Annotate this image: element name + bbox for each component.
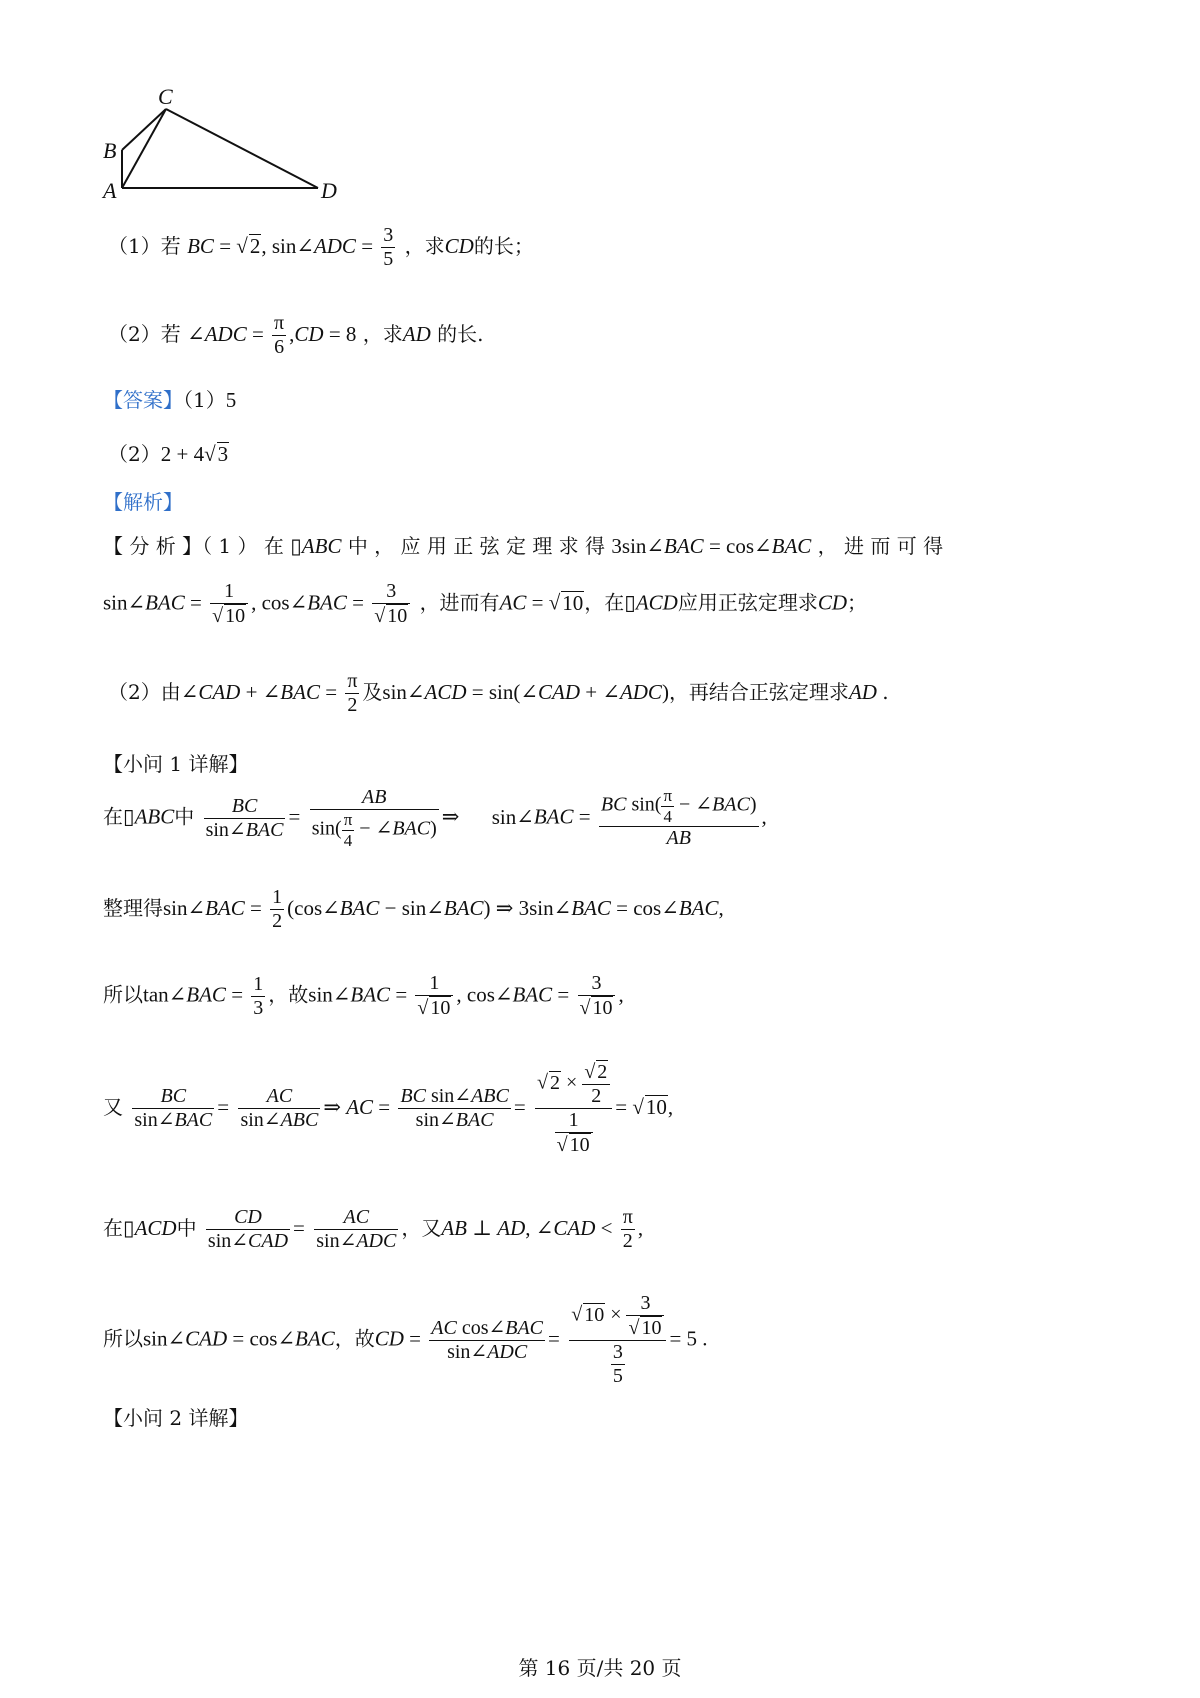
label-B: B xyxy=(103,138,117,163)
sub1-line-4: 又 $\frac{BC}{\text{sin∠BAC}}$ = $\frac{AC}{\text{sin∠ABC}}$ ⇒ AC = $\frac{\text{BC sin∠ABC}}{\text{sin∠BAC}}$ = √ 2 × $\frac{√ 2}{2}$ $\frac{1}{√ 10}$ = √10, xyxy=(103,1061,674,1156)
fenxi-line-1: 【 分 析 】（ 1 ） 在 ▯ABC 中 ， 应 用 正 弦 定 理 求 得 3sin∠BAC = cos∠BAC ， 进 而 可 得 xyxy=(103,534,944,558)
answer-line-2: （2）2 + 4√3 xyxy=(108,442,229,466)
edge-BC xyxy=(122,109,166,150)
sub1-line-6: 所以sin∠CAD = cos∠BAC，故CD = $\frac{\text{AC cos∠BAC}}{\text{sin∠ADC}}$ = √ 10 × $\frac{3}{√ 10}$ $\frac{3}{5}$ = 5 . xyxy=(103,1292,708,1387)
answer-line-1: 【答案】（1）5 xyxy=(103,388,237,412)
edge-CD xyxy=(166,109,318,188)
sub1-line-3: 所以tan∠BAC = $\frac{1}{3}$ ，故sin∠BAC = $\frac{1}{√ 10}$ , cos∠BAC = $\frac{3}{√ 10}$ , xyxy=(103,972,624,1019)
page-footer: 第 16 页/共 20 页 xyxy=(518,1656,682,1680)
label-A: A xyxy=(103,178,117,203)
question-2: （2）若 ∠ADC = $\frac{\pi}{6}$ ,CD = 8 ，求AD 的长. xyxy=(108,312,484,358)
sub2-heading: 【小问 2 详解】 xyxy=(103,1406,249,1430)
label-D: D xyxy=(321,178,337,203)
answer-bracket: 【答案】 xyxy=(103,388,183,412)
sub1-line-5: 在▯ACD中 $\frac{CD}{\text{sin∠CAD}}$ = $\frac{AC}{\text{sin∠ADC}}$ ，又AB ⊥ AD, ∠CAD < $\frac{\pi}{2}$ , xyxy=(103,1206,644,1252)
sub1-line-2: 整理得sin∠BAC = $\frac{1}{2}$ (cos∠BAC − sin∠BAC) ⇒ 3sin∠BAC = cos∠BAC, xyxy=(103,886,724,932)
sub1-heading: 【小问 1 详解】 xyxy=(103,752,249,776)
analysis-heading: 【解析】 xyxy=(103,490,183,514)
fenxi-line-2: sin∠BAC = $\frac{1}{√ 10}$ , cos∠BAC = $\frac{3}{√ 10}$ ，进而有AC = √10，在▯ACD应用正弦定理求CD； xyxy=(103,580,868,627)
fenxi-line-3: （2）由∠CAD + ∠BAC = $\frac{\pi}{2}$ 及sin∠ACD = sin(∠CAD + ∠ADC)，再结合正弦定理求AD . xyxy=(108,670,889,716)
edge-CA xyxy=(122,109,166,188)
label-C: C xyxy=(158,84,173,109)
sub1-line-1: 在▯ABC中 $\frac{BC}{\text{sin∠BAC}}$ = AB sin( $\frac{\pi}{4}$ − ∠BAC) ⇒ sin∠BAC = BC sin( $\frac{\pi}{4}$ − ∠BAC) AB , xyxy=(103,786,767,850)
question-1: （1）若 BC = √2, sin∠ADC = $\frac{3}{5}$ ，求CD的长； xyxy=(108,224,534,270)
